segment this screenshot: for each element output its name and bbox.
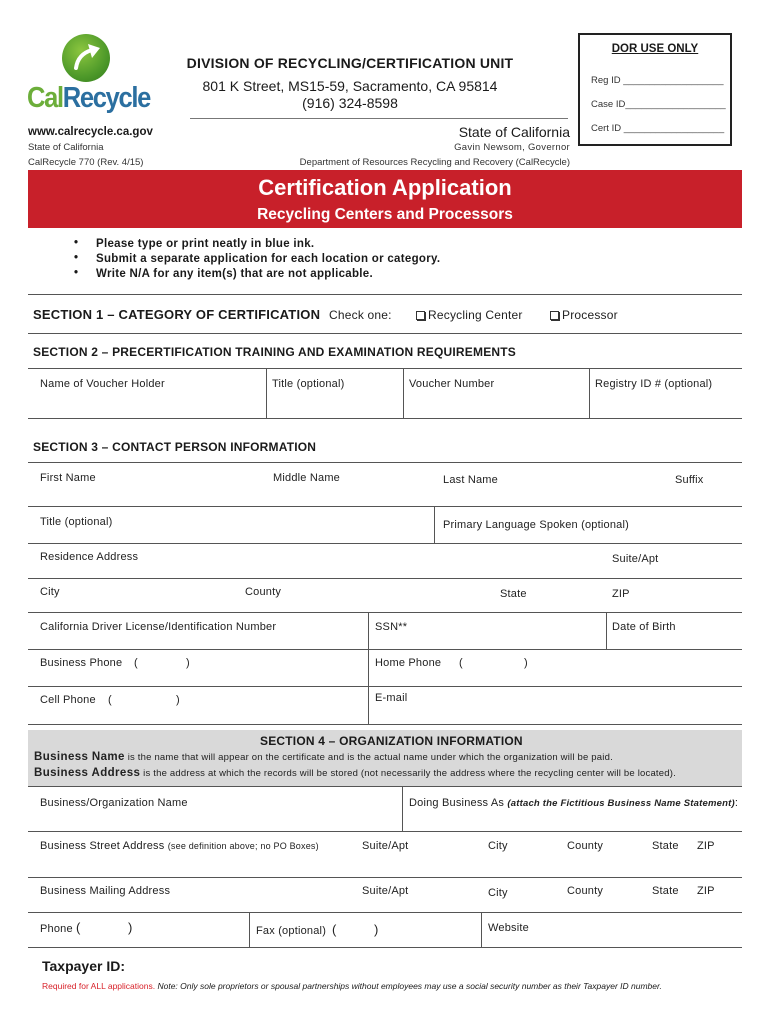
section1-heading: SECTION 1 – CATEGORY OF CERTIFICATION [33,307,321,322]
dor-use-only-box [578,33,732,146]
divider [28,877,742,878]
date-of-birth-field[interactable]: Date of Birth [612,621,676,633]
middle-name-field[interactable]: Middle Name [273,472,341,484]
voucher-number-field[interactable]: Voucher Number [409,378,495,390]
form-number: CalRecycle 770 (Rev. 4/15) [28,157,144,168]
division-title: DIVISION OF RECYCLING/CERTIFICATION UNIT [186,55,514,71]
divider [28,368,742,369]
fax-field[interactable]: Fax (optional) [256,925,327,937]
processor-option[interactable] [550,308,618,322]
ssn-field[interactable]: SSN** [375,621,408,633]
section4-heading: SECTION 4 – ORGANIZATION INFORMATION [260,734,523,748]
business-name-definition [34,751,613,763]
home-phone-field[interactable]: Home Phone [375,657,442,669]
business-zip-field[interactable]: ZIP [697,840,715,852]
paren-close: ) [128,920,133,935]
business-street-label: Business Street Address [40,840,165,852]
divider [28,294,742,295]
county-field[interactable]: County [245,586,282,598]
cell-divider [589,368,590,418]
form-subtitle: Recycling Centers and Processors [257,206,513,223]
divider [28,506,742,507]
dba-field[interactable] [409,797,738,809]
paren-close: ) [176,694,180,706]
dba-label: Doing Business As [409,797,505,809]
paren-close: ) [374,922,379,937]
first-name-field[interactable]: First Name [40,472,96,484]
language-field[interactable]: Primary Language Spoken (optional) [443,519,629,531]
business-county-field[interactable]: County [567,840,604,852]
voucher-title-field[interactable]: Title (optional) [272,378,345,390]
cell-divider [403,368,404,418]
case-id-field[interactable]: Case ID___________________ [591,99,726,110]
city-field[interactable]: City [40,586,60,598]
divider [28,612,742,613]
divider [28,462,742,463]
instruction-item: • Submit a separate application for each location or category. [70,253,440,268]
section2-heading: SECTION 2 – PRECERTIFICATION TRAINING AND EXAMINATION REQUIREMENTS [33,345,516,359]
business-address-definition [34,767,676,779]
logo-cal-text: Cal [27,82,63,114]
taxpayer-note-text: Note: Only sole proprietors or spousal partnerships without employees may use a social security number as their Taxpayer ID number. [157,981,662,991]
paren-open: ( [332,922,337,937]
cert-id-field[interactable]: Cert ID ___________________ [591,123,725,134]
suffix-field[interactable]: Suffix [675,474,704,486]
residence-suite-field[interactable]: Suite/Apt [612,553,659,565]
zip-field[interactable]: ZIP [612,588,630,600]
business-name-desc: is the name that will appear on the certificate and is the actual name under which the organization will be paid. [127,752,613,763]
paren-open: ( [108,694,112,706]
paren-open: ( [134,657,138,669]
street-note: (see definition above; no PO Boxes) [167,841,319,851]
contact-title-field[interactable]: Title (optional) [40,516,113,528]
dba-note: (attach the Fictitious Business Name Statement) [507,798,735,809]
cell-divider [249,912,250,947]
check-one-label: Check one: [329,308,392,322]
header-divider [190,118,568,119]
mailing-state-field[interactable]: State [652,885,679,897]
logo-recycle-text: Recycle [62,82,151,114]
business-address-desc: is the address at which the records will be stored (not necessarily the address where the recycling center will be located). [143,768,676,779]
business-city-field[interactable]: City [488,840,508,852]
org-phone-field[interactable]: Phone [40,923,73,935]
divider [28,578,742,579]
mailing-city-field[interactable]: City [488,887,508,899]
instruction-item: • Please type or print neatly in blue ink. [70,238,440,253]
processor-label: Processor [562,308,618,322]
taxpayer-note [42,981,662,991]
recycling-center-label: Recycling Center [428,308,523,322]
divider [28,947,742,948]
mailing-county-field[interactable]: County [567,885,604,897]
business-phone-field[interactable]: Business Phone [40,657,123,669]
registry-id-field[interactable]: Registry ID # (optional) [595,378,713,390]
cell-divider [368,612,369,724]
dba-colon: : [734,797,739,809]
business-address-term: Business Address [34,767,141,779]
reg-id-field[interactable]: Reg ID ___________________ [591,75,724,86]
business-state-field[interactable]: State [652,840,679,852]
dor-title: DOR USE ONLY [611,43,699,55]
divider [28,724,742,725]
governor-name: Gavin Newsom, Governor [454,142,570,153]
organization-name-field[interactable]: Business/Organization Name [40,797,188,809]
mailing-address-field[interactable]: Business Mailing Address [40,885,171,897]
taxpayer-required: Required for ALL applications. [42,981,156,991]
division-phone: (916) 324-8598 [302,95,398,111]
residence-address-field[interactable]: Residence Address [40,551,139,563]
email-field[interactable]: E-mail [375,692,408,704]
website-link[interactable]: www.calrecycle.ca.gov [28,126,153,138]
state-field[interactable]: State [500,588,527,600]
division-address: 801 K Street, MS15-59, Sacramento, CA 95814 [202,78,498,94]
cell-divider [606,612,607,649]
cell-divider [481,912,482,947]
cell-divider [266,368,267,418]
cell-phone-field[interactable]: Cell Phone [40,694,96,706]
voucher-holder-field[interactable]: Name of Voucher Holder [40,378,165,390]
divider [28,333,742,334]
paren-open: ( [459,657,463,669]
last-name-field[interactable]: Last Name [443,474,498,486]
divider [28,786,742,787]
calrecycle-logo-icon [62,34,110,82]
paren-open: ( [76,920,81,935]
divider [28,418,742,419]
divider [28,912,742,913]
drivers-license-field[interactable]: California Driver License/Identification Number [40,621,277,633]
recycling-center-checkbox[interactable] [416,311,425,320]
title-banner [28,170,742,228]
cell-divider [434,506,435,543]
divider [28,543,742,544]
state-label-left: State of California [28,142,104,153]
business-street-field[interactable] [40,840,319,852]
divider [28,686,742,687]
divider [28,649,742,650]
recycling-center-option[interactable] [416,308,523,322]
processor-checkbox[interactable] [550,311,559,320]
instructions-list [70,238,440,283]
cell-divider [402,786,403,831]
mailing-zip-field[interactable]: ZIP [697,885,715,897]
mailing-suite-field[interactable]: Suite/Apt [362,885,409,897]
instruction-item: • Write N/A for any item(s) that are not applicable. [70,268,440,283]
department-name: Department of Resources Recycling and Recovery (CalRecycle) [299,157,570,168]
business-suite-field[interactable]: Suite/Apt [362,840,409,852]
paren-close: ) [186,657,190,669]
calrecycle-logo [27,82,150,115]
divider [28,831,742,832]
taxpayer-id-label: Taxpayer ID: [42,958,125,974]
form-title: Certification Application [258,175,512,200]
business-name-term: Business Name [34,751,125,763]
org-website-field[interactable]: Website [488,922,529,934]
section3-heading: SECTION 3 – CONTACT PERSON INFORMATION [33,440,317,454]
paren-close: ) [524,657,528,669]
state-label-right: State of California [458,124,570,140]
